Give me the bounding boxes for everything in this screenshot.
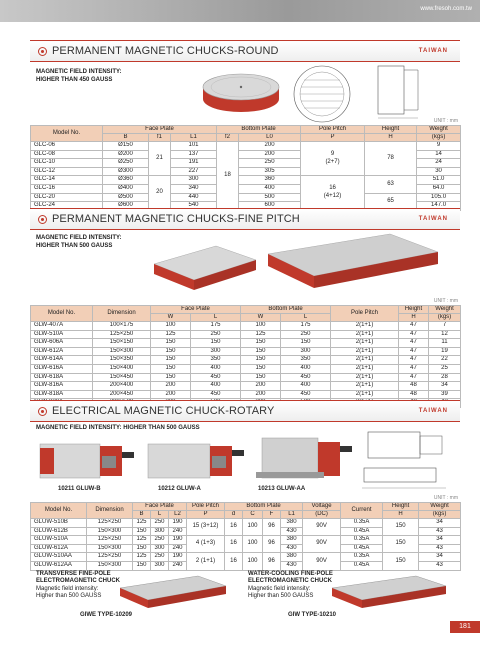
section-header-rotary (30, 400, 460, 422)
photo-caption: GIW TYPE-10210 (288, 612, 337, 618)
bullet-icon (38, 47, 47, 56)
water-cooling-chuck-photo (330, 574, 448, 610)
table-row: GLC-16 Ø400 340 400 64.0 (31, 184, 461, 193)
section-header-fine-pitch (30, 208, 460, 230)
rotary-spec-table: Model No. Dimension Face Plate Pole Pitch Bottom Plate Voltage Current Height Weight B L L2 P d C F L1 (DC) H (kgs) GLUW-510B 125×250 125 250 190 15 (3+12) 16 100 96 380 90V 0.35A 150 34 GLUW-612B 150×300 150 300 240 430 0.45A 43 GLUW-510A 125×250 125 250 190 4 (1+3) 16 100 96 380 90V 0.35A 150 34 GLUW-612A 150×300 150 300 240 430 0.45A 43 GLUW-510AA 125×250 125 250 190 2 (1+1) 16 100 96 380 90V 0.35A 150 34 GLUW-612AA 150×300 150 300 240 430 0.45A 43 (30, 502, 461, 571)
product-intensity: Magnetic field intensity: Higher than 500 GAUSS (36, 586, 102, 599)
website-url: www.fresoh.com.tw (420, 6, 472, 12)
product-title: WATER-COOLING FINE-POLE ELECTROMAGNETIC CHUCK (248, 571, 333, 584)
bullet-icon (38, 215, 47, 224)
intensity-text: MAGNETIC FIELD INTENSITY: HIGHER THAN 500 GAUSS (36, 235, 122, 249)
table-row: GLUW-612AA 150×300 150 300 240 430 0.45A 43 (31, 561, 461, 570)
unit-label: UNIT : mm (433, 118, 458, 124)
table-row: GLW-612A 150×300 150 300 150 300 2(1+1) 47 19 (31, 347, 461, 356)
section-header-round (30, 40, 460, 62)
product-intensity: Magnetic field intensity: Higher than 500 GAUSS (248, 586, 314, 599)
bullet-icon (38, 407, 47, 416)
table-row: GLUW-612B 150×300 150 300 240 430 0.45A 43 (31, 527, 461, 536)
rotary-chuck-drawing (352, 424, 460, 494)
round-chuck-top-drawing (288, 60, 368, 128)
table-row: GLC-12 Ø300 227 305 30 (31, 167, 461, 176)
table-row: GLW-618A 150×450 150 450 150 450 2(1+1) 47 28 (31, 373, 461, 382)
table-row: GLW-818A 200×450 200 450 200 450 2(1+1) 48 39 (31, 390, 461, 399)
table-row: GLC-24 Ø600 540 600 147.0 (31, 202, 461, 211)
table-row: GLUW-510B 125×250 125 250 190 15 (3+12) 16 100 96 380 90V 0.35A 150 34 (31, 519, 461, 528)
origin-tag: TAIWAN (418, 408, 448, 414)
fine-pitch-chuck-photo-1 (150, 238, 260, 296)
table-row: GLW-816A 200×400 200 400 200 400 2(1+1) 48 34 (31, 382, 461, 391)
rotary-chuck-glu-b-photo (36, 434, 140, 484)
round-chuck-side-drawing (368, 60, 438, 128)
product-title: TRANSVERSE FINE-POLE ELECTROMAGNETIC CHUCK (36, 571, 120, 584)
photo-caption: 10212 GLUW-A (158, 486, 201, 492)
table-row: GLW-510A 125×250 125 250 125 250 2(1+1) 47 12 (31, 330, 461, 339)
table-row: GLUW-510AA 125×250 125 250 190 2 (1+1) 16 100 96 380 90V 0.35A 150 34 (31, 553, 461, 562)
table-row: GLUW-612A 150×300 150 300 240 430 0.45A 43 (31, 544, 461, 553)
section-title: ELECTRICAL MAGNETIC CHUCK-ROTARY (52, 405, 275, 417)
round-chuck-photo (200, 65, 282, 117)
fine-pitch-spec-table: Model No. Dimension Face Plate Bottom Plate Pole Pitch Height Weight W L W L H (kgs) GLW-407A 100×175 100 175 100 175 2(1+1) 47 7 GLW-510A 125×250 125 250 125 250 2(1+1) 47 12 GLW-606A 150×150 150 150 150 150 2(1+1) 47 11 GLW-612A 150×300 150 300 150 300 2(1+1) 47 19 GLW-614A 150×350 150 350 150 350 2(1+1) 47 22 GLW-616A 150×400 150 400 150 400 2(1+1) 47 25 GLW-618A 150×450 150 450 150 450 2(1+1) 47 28 GLW-816A 200×400 200 400 200 400 2(1+1) 48 34 GLW-818A 200×450 200 450 200 450 2(1+1) 48 39 (30, 305, 461, 408)
top-banner (0, 0, 480, 22)
page-number: 181 (450, 621, 480, 633)
table-row: GLW-407A 100×175 100 175 100 175 2(1+1) 47 7 (31, 322, 461, 331)
table-row: GLW-614A 150×350 150 350 150 350 2(1+1) 47 22 (31, 356, 461, 365)
unit-label: UNIT : mm (433, 298, 458, 304)
intensity-text: MAGNETIC FIELD INTENSITY: HIGHER THAN 500 GAUSS (36, 425, 200, 431)
origin-tag: TAIWAN (418, 48, 448, 54)
section-title: PERMANENT MAGNETIC CHUCKS-ROUND (52, 45, 279, 57)
table-row: GLC-06 Ø150 21 101 18 200 9 (2+7) 78 9 (31, 142, 461, 151)
transverse-chuck-photo (118, 574, 228, 610)
table-row: GLC-20 Ø500 440 500 65 105.0 (31, 193, 461, 202)
rotary-chuck-glu-a-photo (144, 434, 248, 484)
unit-label: UNIT : mm (433, 495, 458, 501)
table-row: GLC-10 Ø250 191 250 24 (31, 159, 461, 168)
photo-caption: 10211 GLUW-B (58, 486, 101, 492)
origin-tag: TAIWAN (418, 216, 448, 222)
intensity-text: MAGNETIC FIELD INTENSITY: HIGHER THAN 450 GAUSS (36, 69, 122, 83)
fine-pitch-chuck-photo-2 (262, 230, 442, 296)
table-row: GLC-14 Ø360 20 300 360 16 (4+12) 63 51.0 (31, 176, 461, 185)
table-row: GLUW-510A 125×250 125 250 190 4 (1+3) 16 100 96 380 90V 0.35A 150 34 (31, 536, 461, 545)
table-row: GLW-606A 150×150 150 150 150 150 2(1+1) 47 11 (31, 339, 461, 348)
section-title: PERMANENT MAGNETIC CHUCKS-FINE PITCH (52, 213, 300, 225)
photo-caption: 10213 GLUW-AA (258, 486, 306, 492)
table-row: GLC-08 Ø200 137 200 14 (31, 150, 461, 159)
table-row: GLW-616A 150×400 150 400 150 400 2(1+1) 47 25 (31, 364, 461, 373)
round-spec-table: Model No. Face Plate Bottom Plate Pole Pitch Height Weight B f1 L1 f2 L0 P H (kgs) GLC-06 Ø150 21 101 18 200 9 (2+7) 78 9 GLC-08 Ø200 137 200 14 GLC-10 Ø250 191 250 24 GLC-12 Ø300 227 305 30 GLC-14 Ø360 20 300 360 16 (4+12) 63 51.0 GLC-16 Ø400 340 400 64.0 GLC-20 Ø500 440 500 65 105.0 GLC-24 Ø600 540 600 147.0 (30, 125, 461, 211)
rotary-chuck-glu-aa-photo (252, 432, 356, 486)
photo-caption: GIWE TYPE-10209 (80, 612, 133, 618)
